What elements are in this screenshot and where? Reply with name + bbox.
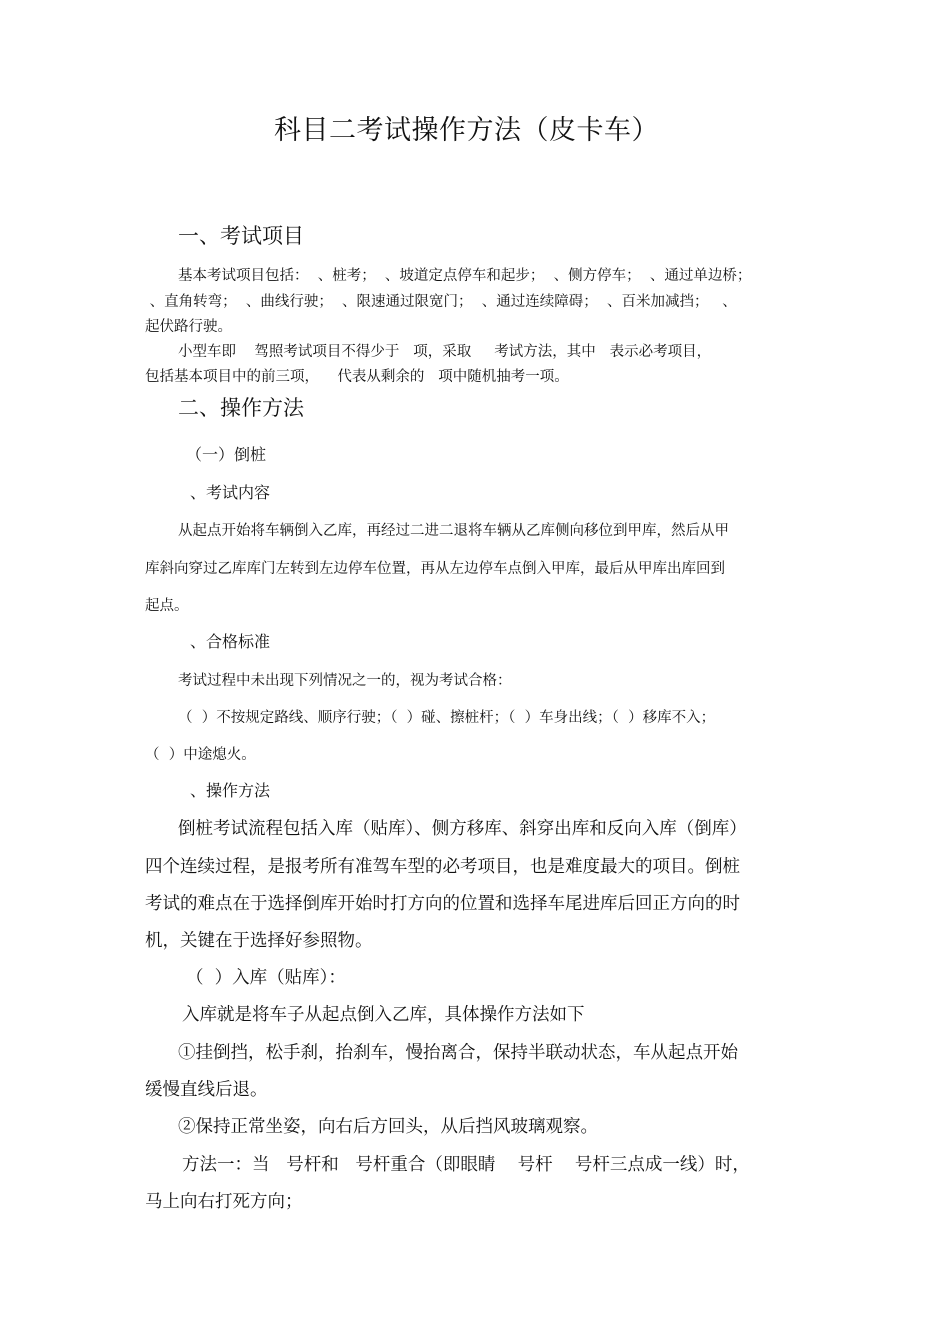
section2-heading: 二、操作方法 (178, 396, 304, 420)
section1-p1-line2: 、直角转弯； 、曲线行驶； 、限速通过限宽门； 、通过连续障碍； 、百米加减挡； 、 (145, 294, 737, 310)
item3-para-line1: 倒桩考试流程包括入库（贴库）、侧方移库、斜穿出库和反向入库（倒库） (178, 819, 747, 839)
item1-heading: 、考试内容 (190, 483, 271, 502)
section1-p2-line1: 小型车即 驾照考试项目不得少于 项，采取 考试方法，其中 表示必考项目， (178, 344, 712, 360)
method1-line2: 马上向右打死方向； (145, 1192, 303, 1212)
section1-p2-line2: 包括基本项目中的前三项， 代表从剩余的 项中随机抽考一项。 (145, 369, 569, 385)
section1-heading: 一、考试项目 (178, 224, 304, 248)
step1-heading: （ ）入库（贴库）： (186, 968, 346, 988)
subsection-reverse-parking: （一）倒桩 (186, 445, 267, 464)
item2-intro: 考试过程中未出现下列情况之一的，视为考试合格： (178, 673, 512, 689)
item3-heading: 、操作方法 (190, 781, 271, 800)
circle1-line2: 缓慢直线后退。 (145, 1080, 268, 1100)
item2-list-line1: （ ）不按规定路线、顺序行驶；（ ）碰、擦桩杆；（ ）车身出线；（ ）移库不入； (178, 710, 716, 726)
item3-para-line3: 考试的难点在于选择倒库开始时打方向的位置和选择车尾进库后回正方向的时 (145, 894, 740, 914)
item2-heading: 、合格标准 (190, 632, 271, 651)
item3-para-line2: 四个连续过程，是报考所有准驾车型的必考项目，也是难度最大的项目。倒桩 (145, 857, 740, 877)
item2-list-line2: （ ）中途熄火。 (145, 747, 256, 763)
method1-line1: 方法一：当 号杆和 号杆重合（即眼睛 号杆 号杆三点成一线）时， (182, 1155, 750, 1175)
document-title: 科目二考试操作方法（皮卡车） (274, 115, 659, 146)
circle1-line1: ①挂倒挡，松手刹，抬刹车，慢抬离合，保持半联动状态，车从起点开始 (178, 1043, 738, 1063)
section1-p1-line1: 基本考试项目包括： 、桩考； 、坡道定点停车和起步； 、侧方停车； 、通过单边桥； (178, 268, 752, 284)
circle2-line: ②保持正常坐姿，向右后方回头，从后挡风玻璃观察。 (178, 1117, 598, 1137)
section1-p1-line3: 起伏路行驶。 (145, 319, 232, 335)
item3-para-line4: 机，关键在于选择好参照物。 (145, 931, 373, 951)
item1-line1: 从起点开始将车辆倒入乙库，再经过二进二退将车辆从乙库侧向移位到甲库，然后从甲 (178, 523, 729, 539)
item1-line2: 库斜向穿过乙库库门左转到左边停车位置，再从左边停车点倒入甲库，最后从甲库出库回到 (145, 561, 725, 577)
step1-description: 入库就是将车子从起点倒入乙库，具体操作方法如下 (182, 1005, 585, 1025)
item1-line3: 起点。 (145, 598, 189, 614)
